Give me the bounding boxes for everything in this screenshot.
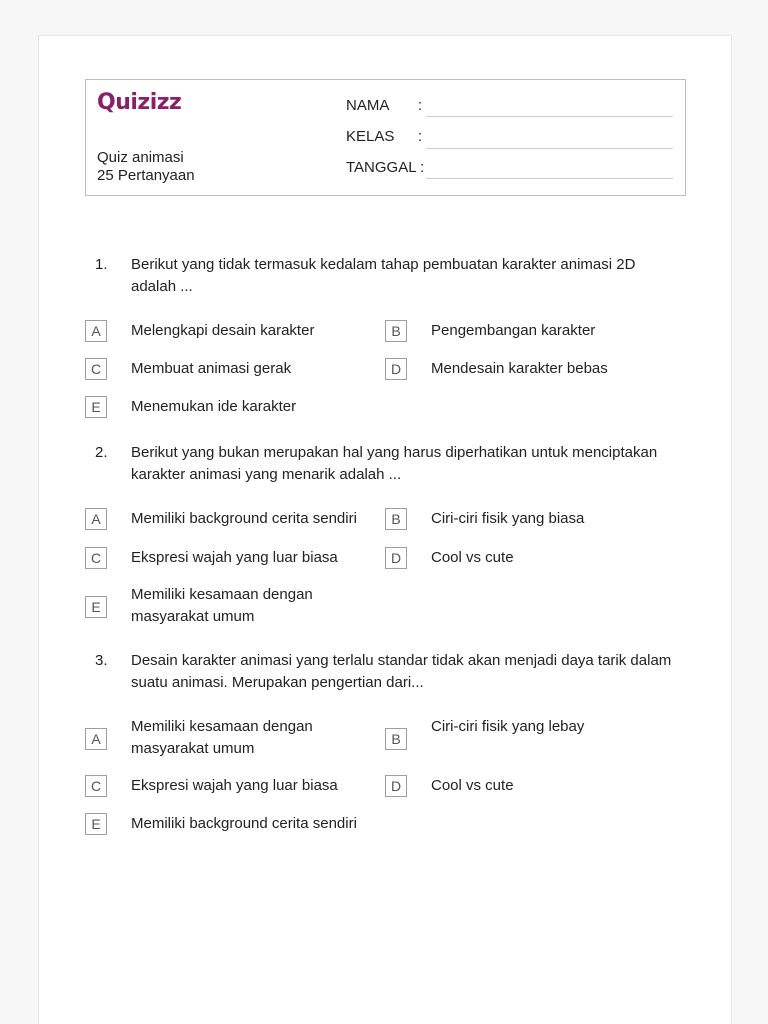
option-text: Melengkapi desain karakter: [131, 322, 315, 339]
question-number: 2.: [95, 444, 108, 461]
quizizz-logo: Quizizz: [97, 90, 182, 115]
date-field[interactable]: [426, 178, 673, 179]
option-letter-box: C: [85, 358, 107, 380]
option-letter-box: C: [85, 775, 107, 797]
question-count: 25 Pertanyaan: [97, 167, 195, 184]
class-field[interactable]: [426, 148, 673, 149]
quiz-title: Quiz animasi: [97, 149, 184, 166]
option-text: Memiliki kesamaan dengan masyarakat umum: [131, 718, 313, 757]
class-label: KELAS: [346, 128, 395, 145]
question-number: 1.: [95, 256, 108, 273]
option-letter-box: E: [85, 813, 107, 835]
name-colon: :: [418, 97, 423, 114]
option-letter-box: D: [385, 547, 407, 569]
date-label: TANGGAL :: [346, 159, 425, 176]
option-letter-box: E: [85, 396, 107, 418]
option-letter-box: A: [85, 728, 107, 750]
option-text: Ciri-ciri fisik yang biasa: [431, 510, 585, 527]
option-text: Ekspresi wajah yang luar biasa: [131, 549, 338, 566]
option-letter-box: A: [85, 320, 107, 342]
option-letter-box: B: [385, 508, 407, 530]
question-text: Berikut yang tidak termasuk kedalam tahap pembuatan karakter animasi 2D adalah ...: [131, 256, 636, 295]
option-text: Cool vs cute: [431, 549, 514, 566]
option-letter-box: D: [385, 775, 407, 797]
question-text: Berikut yang bukan merupakan hal yang harus diperhatikan untuk menciptakan karakter animasi yang menarik adalah ...: [131, 444, 658, 483]
option-text: Ciri-ciri fisik yang lebay: [431, 718, 585, 735]
option-text: Pengembangan karakter: [431, 322, 596, 339]
option-letter-box: D: [385, 358, 407, 380]
question-text: Desain karakter animasi yang terlalu standar tidak akan menjadi daya tarik dalam suatu animasi. Merupakan pengertian dari...: [131, 652, 672, 691]
option-letter-box: A: [85, 508, 107, 530]
option-text: Memiliki background cerita sendiri: [131, 510, 357, 527]
option-text: Ekspresi wajah yang luar biasa: [131, 777, 338, 794]
option-text: Menemukan ide karakter: [131, 398, 297, 415]
option-text: Membuat animasi gerak: [131, 360, 292, 377]
option-letter-box: B: [385, 320, 407, 342]
option-letter-box: C: [85, 547, 107, 569]
worksheet-header: [85, 79, 686, 196]
option-text: Mendesain karakter bebas: [431, 360, 608, 377]
question-number: 3.: [95, 652, 108, 669]
class-colon: :: [418, 128, 423, 145]
option-text: Cool vs cute: [431, 777, 514, 794]
option-text: Memiliki background cerita sendiri: [131, 815, 357, 832]
name-label: NAMA: [346, 97, 390, 114]
name-field[interactable]: [426, 116, 673, 117]
option-text: Memiliki kesamaan dengan masyarakat umum: [131, 586, 313, 625]
option-letter-box: E: [85, 596, 107, 618]
option-letter-box: B: [385, 728, 407, 750]
